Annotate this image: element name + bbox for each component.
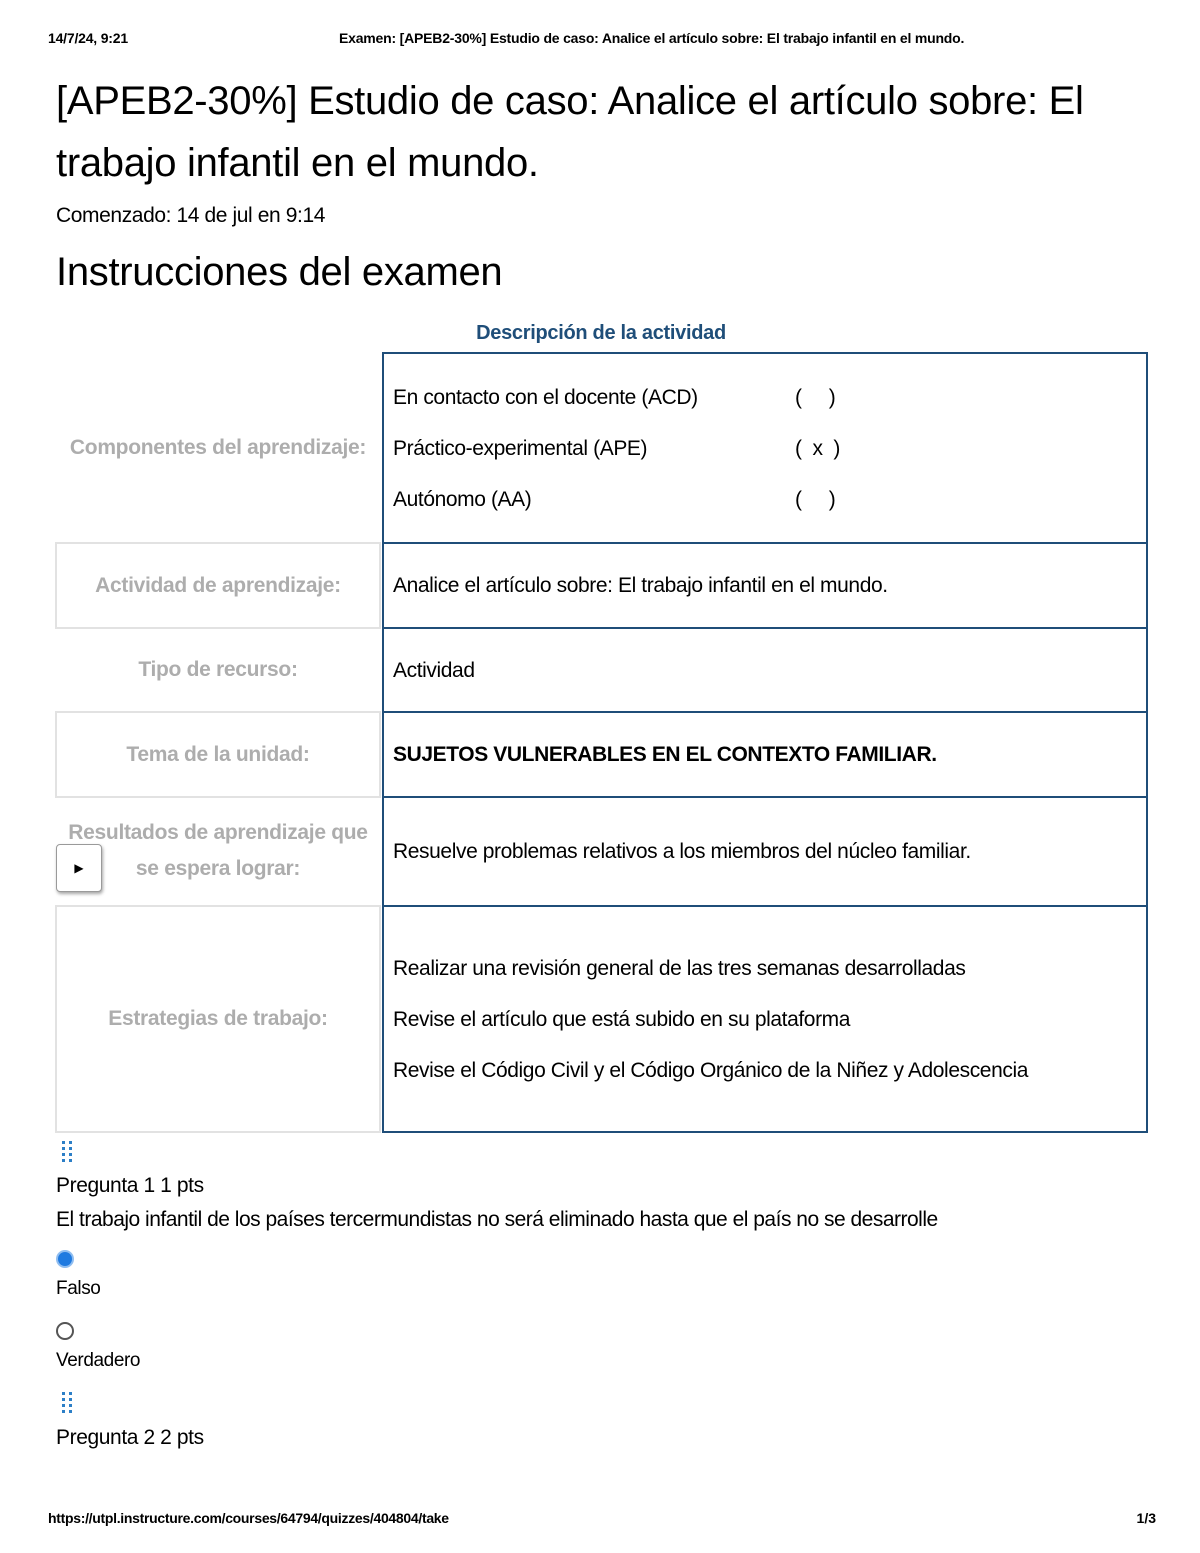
page-title: [APEB2-30%] Estudio de caso: Analice el artículo sobre: El trabajo infantil en el mundo. <box>56 79 1084 185</box>
drag-handle-icon[interactable] <box>60 1391 76 1417</box>
component-name: En contacto con el docente (ACD) <box>393 385 698 409</box>
footer-page-number: 1/3 <box>1136 1510 1156 1526</box>
radio-verdadero[interactable] <box>56 1322 74 1340</box>
strategies-label: Estrategias de trabajo: <box>55 905 381 1133</box>
outcomes-label: Resultados de aprendizaje que se espera lograr: <box>68 821 368 880</box>
component-mark: ( ) <box>795 385 836 409</box>
option-label-falso[interactable]: Falso <box>56 1278 101 1299</box>
resource-label: Tipo de recurso: <box>138 657 298 681</box>
radio-falso[interactable] <box>56 1250 74 1268</box>
expand-button[interactable] <box>56 844 102 892</box>
print-header <box>48 30 1156 52</box>
table-caption: Descripción de la actividad <box>476 322 726 344</box>
print-date: 14/7/24, 9:21 <box>48 30 128 46</box>
component-mark: ( x ) <box>795 436 841 460</box>
strategy-item: Realizar una revisión general de las tres semanas desarrolladas <box>393 956 966 980</box>
component-row <box>393 431 1132 466</box>
strategy-item: Revise el artículo que está subido en su plataforma <box>393 1007 851 1031</box>
activity-table <box>55 352 1148 1133</box>
component-row <box>393 482 1132 517</box>
play-triangle-icon: ▶ <box>74 861 84 875</box>
print-document-title: Examen: [APEB2-30%] Estudio de caso: Analice el artículo sobre: El trabajo infantil en el mundo. <box>339 30 965 46</box>
resource-cell <box>382 627 1148 713</box>
outcomes-cell <box>382 796 1148 907</box>
resource-value: Actividad <box>393 658 475 682</box>
option-label-verdadero[interactable]: Verdadero <box>56 1350 141 1371</box>
components-cell <box>382 352 1148 544</box>
activity-cell <box>382 542 1148 629</box>
component-mark: ( ) <box>795 487 836 511</box>
activity-value: Analice el artículo sobre: El trabajo infantil en el mundo. <box>393 574 888 597</box>
component-row <box>393 380 1132 415</box>
component-name: Autónomo (AA) <box>393 487 532 511</box>
strategies-cell <box>382 905 1148 1133</box>
unit-cell <box>382 711 1148 798</box>
instructions-heading: Instrucciones del examen <box>56 250 503 294</box>
started-timestamp: Comenzado: 14 de jul en 9:14 <box>56 204 325 227</box>
unit-value: SUJETOS VULNERABLES EN EL CONTEXTO FAMILIAR. <box>393 743 937 766</box>
unit-label: Tema de la unidad: <box>55 711 381 798</box>
question-1-title: Pregunta 1 1 pts <box>56 1174 204 1197</box>
strategy-item: Revise el Código Civil y el Código Orgánico de la Niñez y Adolescencia <box>393 1058 1029 1082</box>
footer-url: https://utpl.instructure.com/courses/64794/quizzes/404804/take <box>48 1510 449 1526</box>
component-name: Práctico-experimental (APE) <box>393 436 648 460</box>
activity-label: Actividad de aprendizaje: <box>55 542 381 629</box>
question-1-text: El trabajo infantil de los países tercermundistas no será eliminado hasta que el país no se desarrolle <box>56 1208 938 1231</box>
components-label: Componentes del aprendizaje: <box>69 435 367 459</box>
drag-handle-icon[interactable] <box>60 1140 76 1166</box>
outcomes-value: Resuelve problemas relativos a los miembros del núcleo familiar. <box>393 840 971 863</box>
question-2-title: Pregunta 2 2 pts <box>56 1426 204 1449</box>
